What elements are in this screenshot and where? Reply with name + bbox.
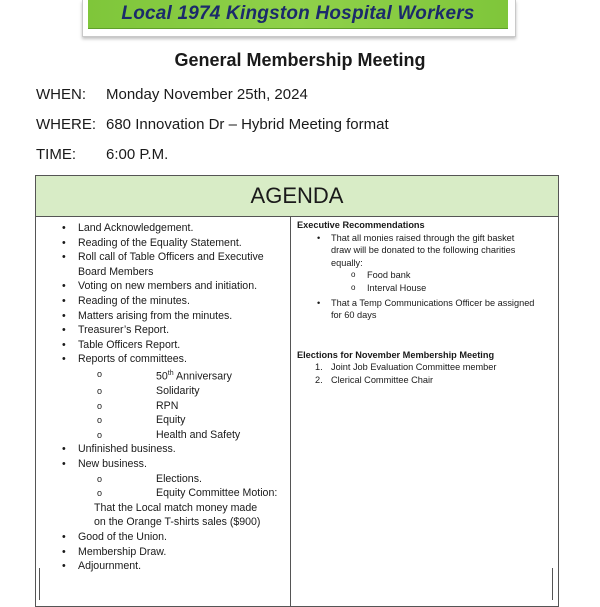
bullet-icon: • xyxy=(62,531,66,543)
circle-bullet-icon: o xyxy=(97,488,103,499)
circle-bullet-icon: o xyxy=(351,270,356,280)
list-item: • New business. o Elections. o Equity Committee Motion: That the Local match money made on the Orange T-shirts sales ($900) xyxy=(36,457,290,530)
table-inner-line xyxy=(39,568,40,600)
list-item: • Treasurer’s Report. xyxy=(62,324,170,337)
bullet-icon: • xyxy=(62,309,66,322)
agenda-right-column xyxy=(291,217,558,606)
when-value: Monday November 25th, 2024 xyxy=(106,86,308,103)
list-item: 1. Joint Job Evaluation Committee member xyxy=(315,362,497,373)
when-label: WHEN: xyxy=(36,86,86,103)
list-item: • That all monies raised through the gift basket draw will be donated to the following charities equally: o Food bank o Interval House xyxy=(297,232,552,295)
agenda-list xyxy=(36,217,290,574)
banner-title: Local 1974 Kingston Hospital Workers xyxy=(121,3,475,24)
bullet-icon: • xyxy=(62,222,66,234)
time-label: TIME: xyxy=(36,146,76,163)
list-item: o Health and Safety xyxy=(97,428,241,441)
bullet-icon: • xyxy=(62,458,66,471)
list-item: 2. Clerical Committee Chair xyxy=(315,374,434,385)
circle-bullet-icon: o xyxy=(97,400,103,411)
bullet-icon: • xyxy=(62,251,66,264)
table-inner-line xyxy=(552,568,553,600)
bullet-icon: • xyxy=(62,324,66,337)
meeting-title: General Membership Meeting xyxy=(174,50,426,70)
list-item: • Membership Draw. xyxy=(62,545,167,558)
bullet-icon: • xyxy=(62,236,66,249)
list-item: • Unfinished business. xyxy=(62,443,176,456)
charities-sublist xyxy=(297,269,552,294)
agenda-header: AGENDA xyxy=(36,176,558,217)
circle-bullet-icon: o xyxy=(97,368,103,379)
list-item: • Matters arising from the minutes. xyxy=(62,309,233,322)
motion-note: That the Local match money made on the Orange T-shirts sales ($900) xyxy=(94,501,261,529)
list-item: • That a Temp Communications Officer be assigned for 60 days xyxy=(317,297,535,321)
circle-bullet-icon: o xyxy=(97,386,103,397)
where-label: WHERE: xyxy=(36,116,96,133)
bullet-icon: • xyxy=(62,338,66,351)
list-item: • Reading of the Equality Statement. xyxy=(62,236,242,249)
list-item: • Table Officers Report. xyxy=(62,338,181,351)
list-item: o Solidarity xyxy=(97,385,200,398)
agenda-table xyxy=(35,175,559,607)
circle-bullet-icon: o xyxy=(97,429,103,440)
list-item: • Roll call of Table Officers and Executive Board Members xyxy=(62,251,264,278)
elections-heading: Elections for November Membership Meeting xyxy=(297,349,495,360)
when-row xyxy=(36,86,308,103)
list-item: o Interval House xyxy=(351,282,427,293)
bullet-icon: • xyxy=(62,280,66,293)
where-row xyxy=(36,116,389,133)
list-item: • Good of the Union. xyxy=(62,531,167,543)
exec-recommendations-heading: Executive Recommendations xyxy=(297,220,425,230)
circle-bullet-icon: o xyxy=(97,415,103,426)
committee-sublist xyxy=(78,367,290,443)
list-item: • Reports of committees. o 50th Anniversary o Solidarity o RPN o Equity o Health and Safety xyxy=(36,352,290,442)
union-banner xyxy=(88,0,508,29)
list-item: o Equity xyxy=(97,414,186,427)
list-item: o RPN xyxy=(97,399,179,412)
list-item: • Land Acknowledgement. xyxy=(62,222,194,234)
bullet-icon: • xyxy=(62,353,66,366)
list-item: o 50th Anniversary xyxy=(97,368,232,383)
new-business-sublist xyxy=(78,472,290,501)
where-value: 680 Innovation Dr – Hybrid Meeting format xyxy=(106,116,389,133)
bullet-icon: • xyxy=(62,560,66,573)
list-item: • Voting on new members and initiation. xyxy=(62,280,258,293)
exec-recommendations-list xyxy=(297,232,552,322)
list-item: • Adjournment. xyxy=(62,560,142,573)
time-value: 6:00 P.M. xyxy=(106,146,169,163)
list-item: o Food bank xyxy=(351,270,411,281)
bullet-icon: • xyxy=(62,545,66,558)
circle-bullet-icon: o xyxy=(351,282,356,292)
bullet-icon: • xyxy=(62,443,66,456)
elections-list xyxy=(297,361,552,386)
list-item: o Equity Committee Motion: xyxy=(97,487,278,500)
list-item: • Reading of the minutes. xyxy=(62,294,190,307)
list-item: o Elections. xyxy=(97,472,202,485)
agenda-left-column xyxy=(36,217,291,606)
bullet-icon: • xyxy=(62,294,66,307)
circle-bullet-icon: o xyxy=(97,473,103,484)
bullet-icon: • xyxy=(317,232,321,243)
time-row xyxy=(36,146,168,163)
bullet-icon: • xyxy=(317,297,321,308)
